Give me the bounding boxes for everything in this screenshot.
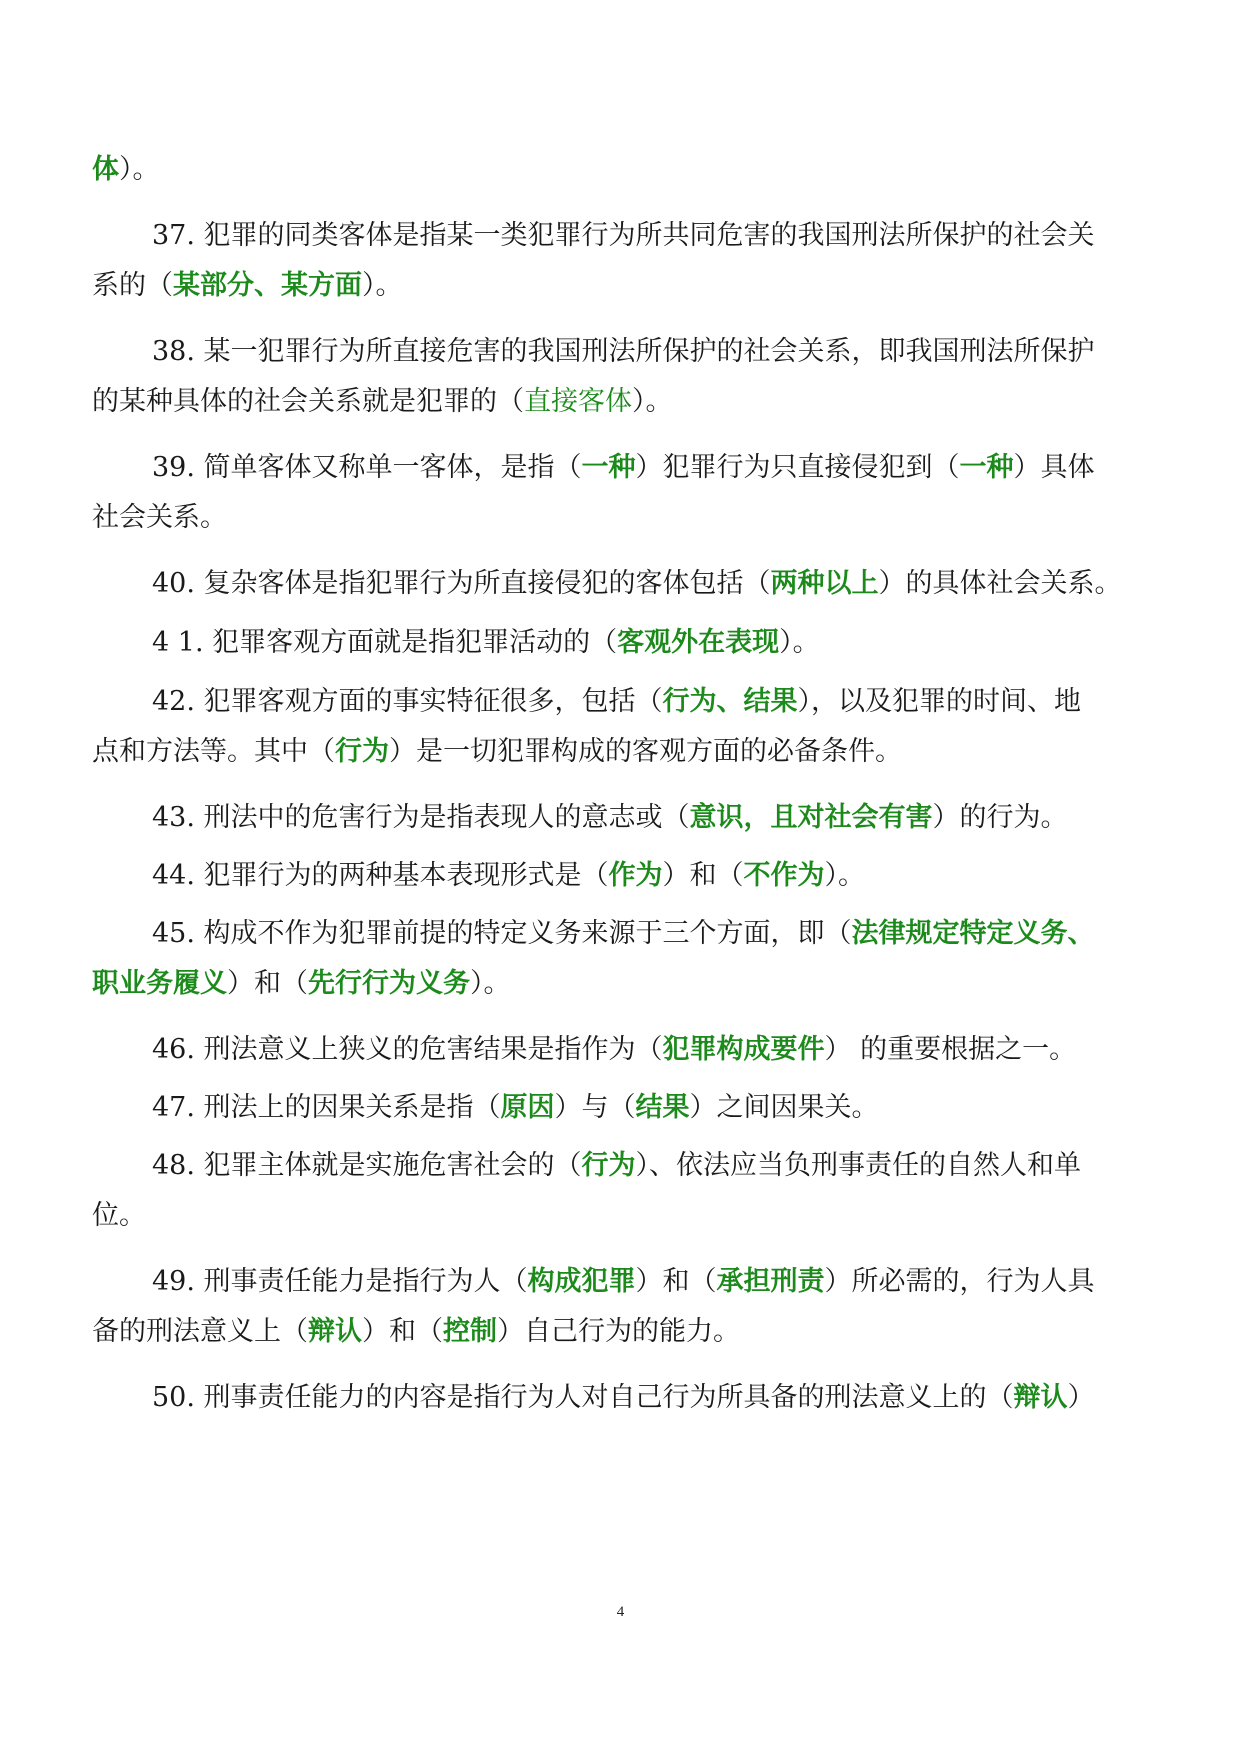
answer-text: 先行行为义务	[308, 968, 470, 999]
answer-text: 行为、结果	[662, 686, 798, 717]
question-text: ）的具体社会关系。	[878, 568, 1122, 599]
question-text: ）和（	[635, 1266, 717, 1297]
question-text: ）所必需的，行为人具	[824, 1266, 1095, 1297]
text-line	[152, 856, 865, 896]
answer-text: 犯罪构成要件	[662, 1034, 825, 1065]
question-text: ）自己行为的能力。	[497, 1316, 740, 1347]
text-line	[152, 564, 1122, 604]
text-line	[152, 1378, 1095, 1418]
question-text: 42. 犯罪客观方面的事实特征很多，包括（	[152, 686, 663, 717]
question-text: 位。	[92, 1200, 146, 1231]
answer-text: 控制	[443, 1316, 497, 1347]
question-text: 40. 复杂客体是指犯罪行为所直接侵犯的客体包括（	[152, 568, 771, 599]
question-text: 45. 构成不作为犯罪前提的特定义务来源于三个方面，即（	[152, 918, 852, 949]
question-text: ） 的重要根据之一。	[824, 1034, 1077, 1065]
question-text: 37. 犯罪的同类客体是指某一类犯罪行为所共同危害的我国刑法所保护的社会关	[152, 220, 1095, 251]
answer-text: 构成犯罪	[527, 1266, 636, 1297]
text-line	[152, 448, 1095, 488]
question-text: ）与（	[554, 1092, 636, 1123]
question-text: 47. 刑法上的因果关系是指（	[152, 1092, 501, 1123]
question-text: ）犯罪行为只直接侵犯到（	[635, 452, 960, 483]
question-text: 社会关系。	[92, 502, 227, 533]
answer-text: 承担刑责	[716, 1266, 825, 1297]
answer-text: 法律规定特定义务、	[851, 918, 1095, 949]
answer-text: 体	[92, 154, 119, 185]
question-text: ）和（	[362, 1316, 443, 1347]
question-text: 46. 刑法意义上狭义的危害结果是指作为（	[152, 1034, 663, 1065]
answer-text: 两种以上	[770, 568, 879, 599]
question-text: ）	[1067, 1382, 1095, 1413]
answer-text: 职业务履义	[92, 968, 227, 999]
question-text: ）之间因果关。	[689, 1092, 879, 1123]
text-line	[152, 682, 1081, 722]
question-text: ）、依法应当负刑事责任的自然人和单	[635, 1150, 1082, 1181]
question-text: ），以及犯罪的时间、地	[797, 686, 1082, 717]
text-line	[152, 1262, 1095, 1302]
question-text: 点和方法等。其中（	[92, 736, 335, 767]
answer-text: 原因	[500, 1092, 555, 1123]
answer-text: 作为	[608, 860, 663, 891]
text-line	[92, 1196, 146, 1236]
question-text: ）。	[362, 270, 403, 301]
answer-text: 直接客体	[524, 386, 632, 417]
text-line	[92, 266, 403, 306]
answer-text: 一种	[959, 452, 1014, 483]
question-text: 39. 简单客体又称单一客体，是指（	[152, 452, 582, 483]
text-line	[152, 623, 820, 663]
answer-text: 行为	[335, 736, 389, 767]
text-line	[152, 1088, 879, 1128]
question-text: ）。	[632, 386, 673, 417]
answer-text: 结果	[635, 1092, 690, 1123]
question-text: ）是一切犯罪构成的客观方面的必备条件。	[389, 736, 902, 767]
question-text: ）和（	[227, 968, 308, 999]
question-text: 的某种具体的社会关系就是犯罪的（	[92, 386, 524, 417]
text-line	[92, 498, 227, 538]
text-line	[92, 382, 673, 422]
question-text: ）具体	[1013, 452, 1095, 483]
page-number: 4	[616, 1604, 625, 1620]
text-line	[92, 1312, 740, 1352]
text-line	[152, 798, 1068, 838]
question-text: 49. 刑事责任能力是指行为人（	[152, 1266, 528, 1297]
text-line	[92, 732, 902, 772]
question-text: ）。	[470, 968, 511, 999]
question-text: 系的（	[92, 270, 173, 301]
question-text: 43. 刑法中的危害行为是指表现人的意志或（	[152, 802, 690, 833]
question-text: ）。	[824, 860, 866, 891]
question-text: 50. 刑事责任能力的内容是指行为人对自己行为所具备的刑法意义上的（	[152, 1382, 1014, 1413]
answer-text: 不作为	[743, 860, 825, 891]
answer-text: 一种	[581, 452, 636, 483]
text-line	[152, 216, 1095, 256]
question-text: ）的行为。	[932, 802, 1068, 833]
question-text: 备的刑法意义上（	[92, 1316, 308, 1347]
answer-text: 某部分、某方面	[173, 270, 362, 301]
answer-text: 客观外在表现	[617, 627, 780, 658]
question-text: ）。	[779, 627, 820, 658]
text-line	[92, 964, 511, 1004]
text-line	[152, 914, 1095, 954]
text-line	[152, 1146, 1081, 1186]
answer-text: 辩认	[308, 1316, 362, 1347]
answer-text: 辩认	[1013, 1382, 1068, 1413]
question-text: 38. 某一犯罪行为所直接危害的我国刑法所保护的社会关系，即我国刑法所保护	[152, 336, 1095, 367]
question-text: 44. 犯罪行为的两种基本表现形式是（	[152, 860, 609, 891]
text-line	[152, 332, 1095, 372]
question-text: 4 1. 犯罪客观方面就是指犯罪活动的（	[152, 627, 618, 658]
answer-text: 意识，且对社会有害	[689, 802, 933, 833]
text-line	[152, 1030, 1076, 1070]
question-text: ）和（	[662, 860, 744, 891]
question-text: ）。	[119, 154, 160, 185]
text-line	[92, 150, 160, 190]
question-text: 48. 犯罪主体就是实施危害社会的（	[152, 1150, 582, 1181]
answer-text: 行为	[581, 1150, 636, 1181]
